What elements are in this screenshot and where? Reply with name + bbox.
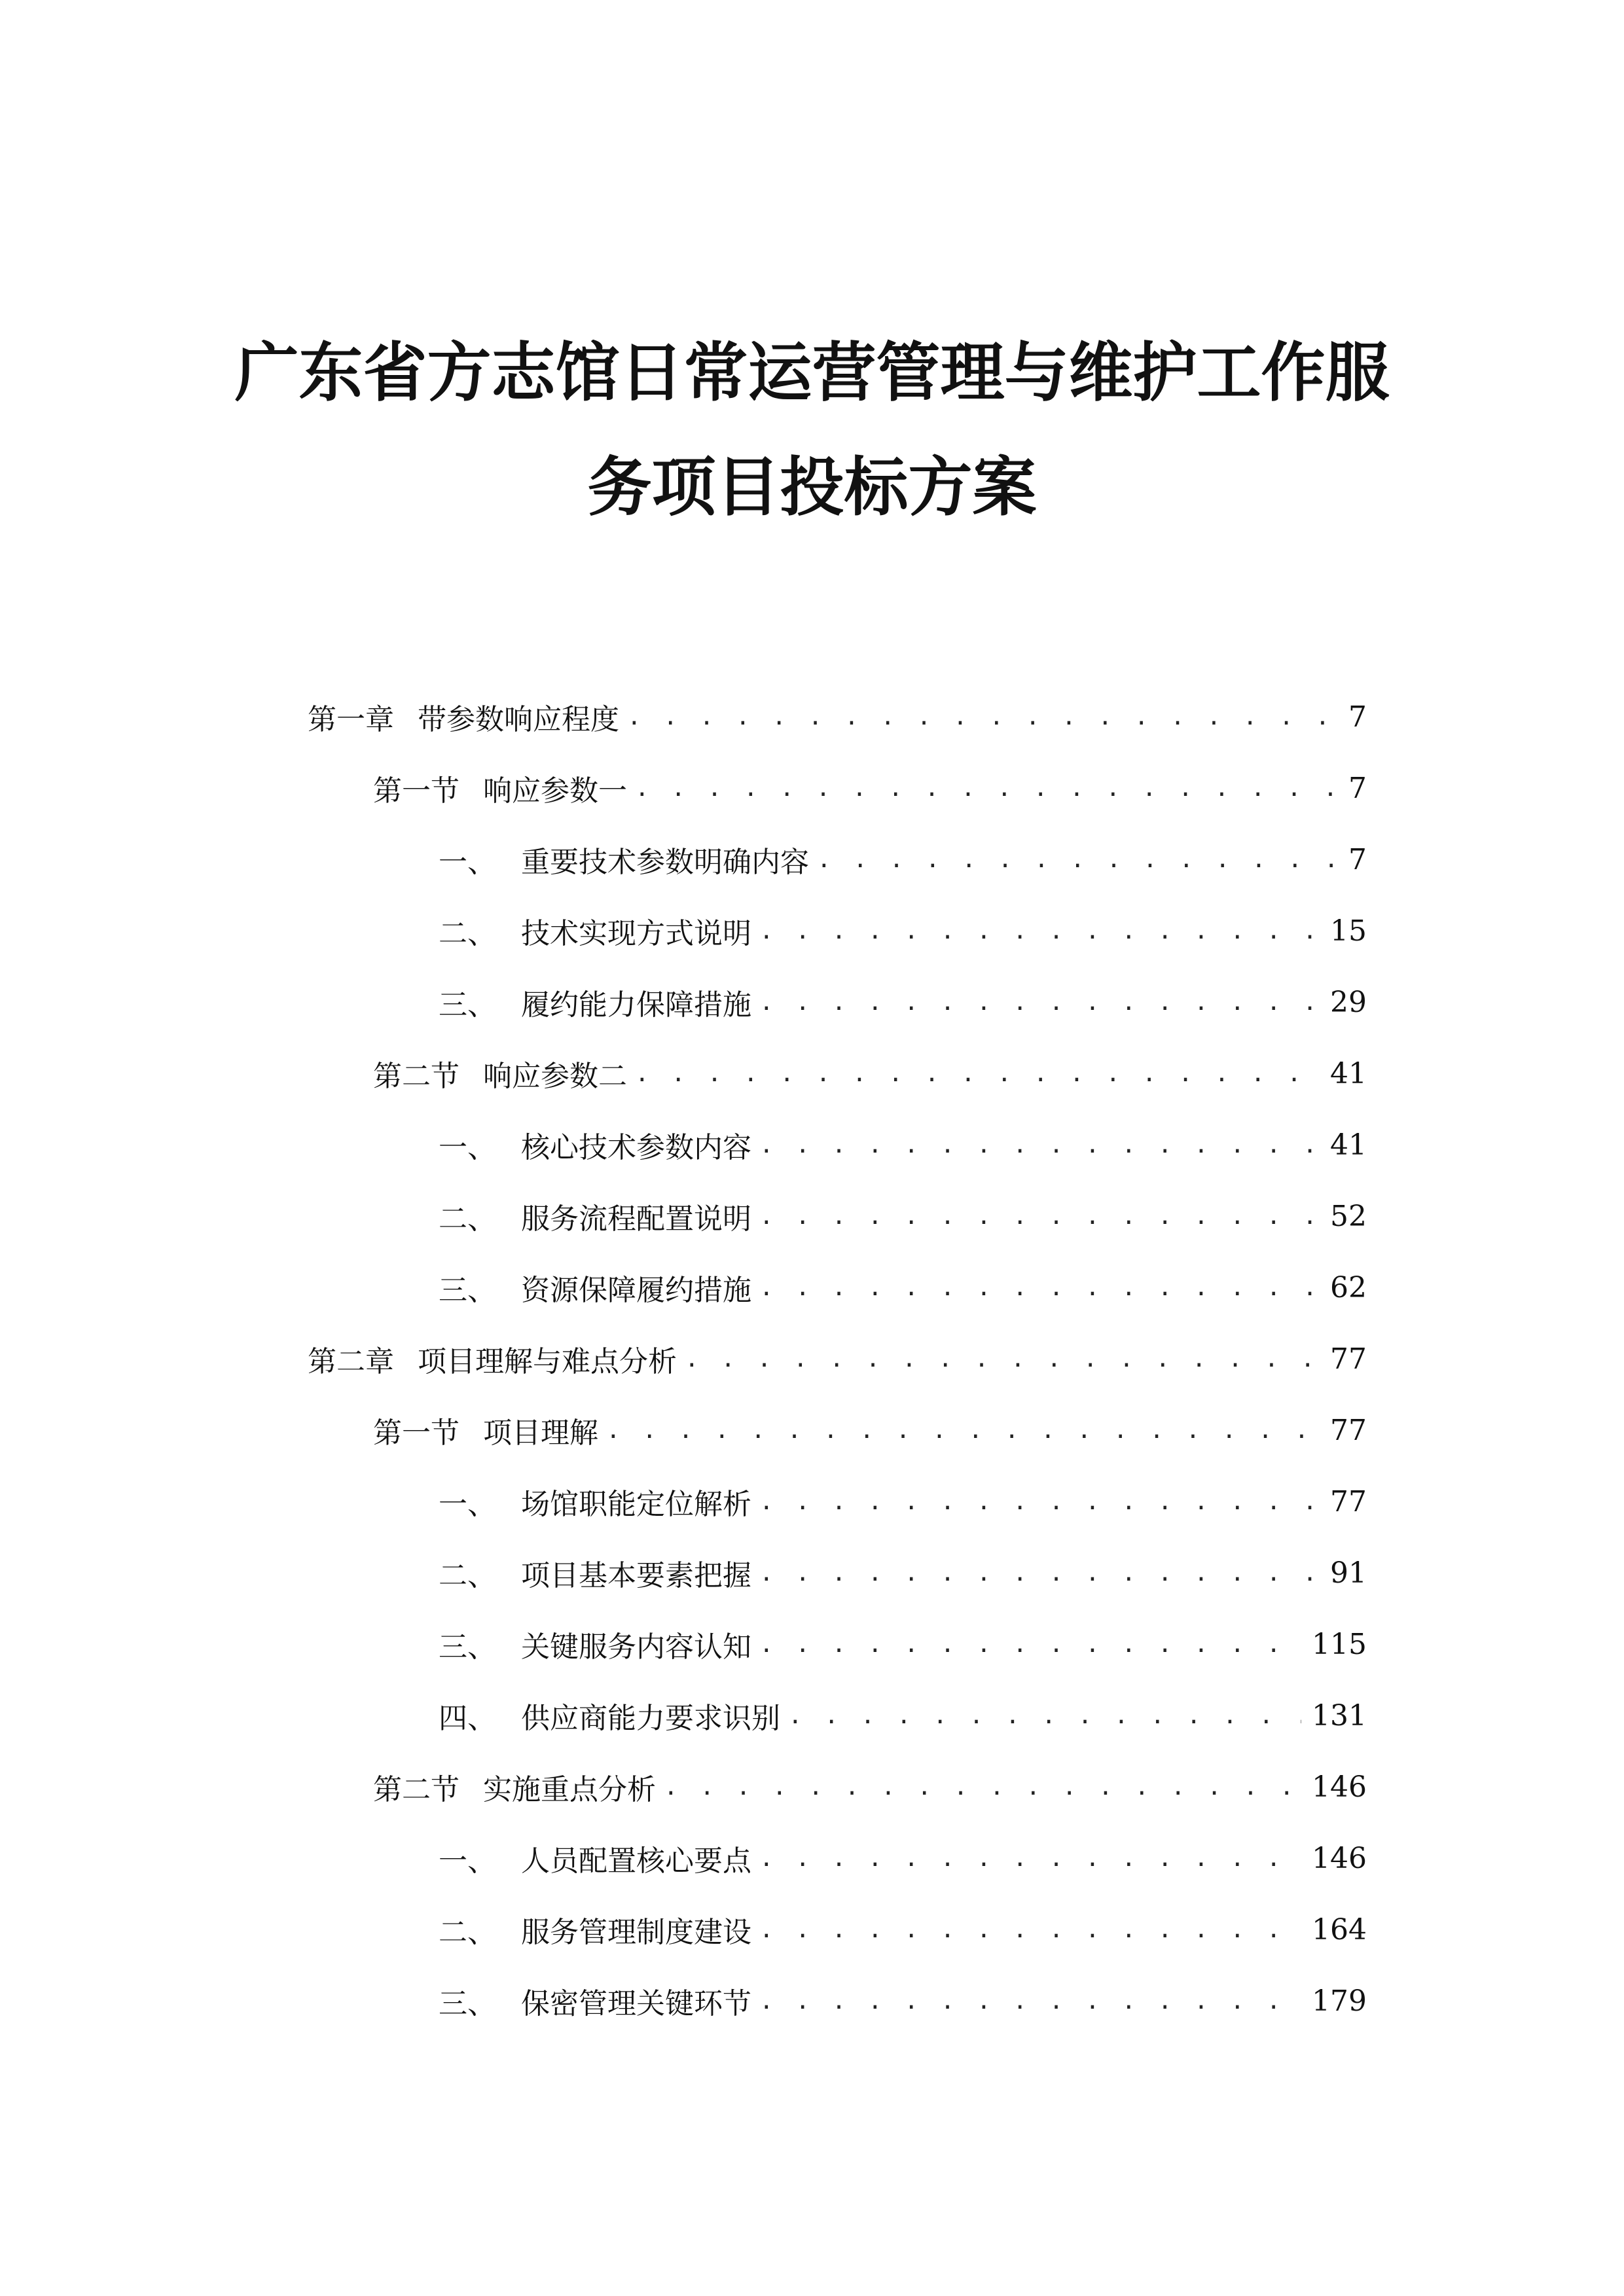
toc-entry-subsection[interactable] [0, 1683, 1624, 1748]
toc-entry-title: 保密管理关键环节 [521, 1987, 751, 2020]
toc-dot-leader [635, 1060, 1320, 1087]
toc-entry-title: 响应参数二 [483, 1060, 627, 1093]
toc-dot-leader [759, 1560, 1320, 1587]
toc-entry-title: 关键服务内容认知 [521, 1630, 751, 1664]
toc-entry-title: 重要技术参数明确内容 [521, 846, 809, 879]
toc-entry-subsection[interactable] [0, 898, 1624, 963]
toc-entry-page-number: 62 [1330, 1270, 1367, 1304]
toc-entry-title: 项目理解与难点分析 [418, 1345, 677, 1378]
toc-entry-chapter[interactable] [0, 684, 1624, 749]
toc-entry-page-number: 52 [1330, 1199, 1367, 1233]
toc-dot-leader [817, 846, 1338, 873]
toc-dot-leader [759, 989, 1320, 1016]
toc-entry-title: 核心技术参数内容 [521, 1131, 751, 1164]
toc-entry-page-number: 164 [1312, 1912, 1367, 1946]
toc-dot-leader [759, 1203, 1320, 1230]
toc-entry-chapter[interactable] [0, 1326, 1624, 1391]
toc-entry-label: 第一章 [308, 703, 394, 736]
toc-entry-page-number: 7 [1348, 842, 1367, 876]
toc-entry-label: 第一节 [373, 774, 460, 808]
toc-entry-label: 三、 [439, 1274, 496, 1307]
toc-entry-label: 第二节 [373, 1060, 460, 1093]
toc-dot-leader [606, 1417, 1320, 1444]
toc-entry-subsection[interactable] [0, 1825, 1624, 1891]
toc-entry-title: 响应参数一 [483, 774, 627, 808]
toc-dot-leader [759, 1488, 1320, 1515]
toc-entry-title: 场馆职能定位解析 [521, 1488, 751, 1521]
toc-entry-subsection[interactable] [0, 1469, 1624, 1534]
toc-dot-leader [627, 704, 1338, 730]
toc-entry-page-number: 77 [1330, 1342, 1367, 1376]
toc-entry-page-number: 77 [1330, 1413, 1367, 1447]
toc-entry-label: 二、 [439, 1202, 496, 1236]
toc-entry-title: 履约能力保障措施 [521, 988, 751, 1022]
toc-entry-section[interactable] [0, 1041, 1624, 1106]
toc-entry-page-number: 115 [1312, 1627, 1367, 1661]
toc-dot-leader [759, 1132, 1320, 1158]
toc-dot-leader [759, 1631, 1301, 1658]
toc-entry-section[interactable] [0, 1397, 1624, 1463]
toc-dot-leader [759, 1988, 1301, 2015]
toc-entry-page-number: 7 [1348, 700, 1367, 734]
toc-entry-title: 服务管理制度建设 [521, 1916, 751, 1949]
toc-entry-section[interactable] [0, 1754, 1624, 1820]
toc-entry-label: 四、 [439, 1702, 496, 1735]
toc-entry-label: 二、 [439, 1559, 496, 1592]
toc-entry-page-number: 146 [1312, 1770, 1367, 1804]
toc-entry-page-number: 179 [1312, 1984, 1367, 2018]
toc-entry-label: 一、 [439, 1844, 496, 1878]
toc-entry-subsection[interactable] [0, 1112, 1624, 1177]
toc-entry-page-number: 41 [1330, 1128, 1367, 1162]
toc-dot-leader [635, 775, 1338, 802]
toc-entry-subsection[interactable] [0, 969, 1624, 1035]
toc-entry-subsection[interactable] [0, 827, 1624, 892]
toc-entry-label: 三、 [439, 1630, 496, 1664]
toc-entry-title: 服务流程配置说明 [521, 1202, 751, 1236]
toc-entry-page-number: 15 [1330, 914, 1367, 948]
toc-entry-title: 实施重点分析 [483, 1773, 656, 1806]
toc-dot-leader [759, 918, 1320, 944]
toc-entry-title: 带参数响应程度 [418, 703, 619, 736]
document-title-line-1: 广东省方志馆日常运营管理与维护工作服 [234, 336, 1390, 410]
toc-entry-subsection[interactable] [0, 1611, 1624, 1677]
toc-entry-title: 供应商能力要求识别 [521, 1702, 780, 1735]
toc-entry-page-number: 77 [1330, 1484, 1367, 1518]
toc-entry-page-number: 29 [1330, 985, 1367, 1019]
toc-entry-label: 二、 [439, 1916, 496, 1949]
toc-entry-label: 一、 [439, 1488, 496, 1521]
toc-entry-subsection[interactable] [0, 1968, 1624, 2034]
toc-entry-title: 技术实现方式说明 [521, 917, 751, 950]
toc-entry-label: 三、 [439, 988, 496, 1022]
toc-entry-label: 三、 [439, 1987, 496, 2020]
toc-entry-page-number: 41 [1330, 1056, 1367, 1090]
toc-entry-title: 项目理解 [483, 1416, 598, 1450]
toc-entry-title: 项目基本要素把握 [521, 1559, 751, 1592]
toc-entry-section[interactable] [0, 755, 1624, 821]
toc-entry-subsection[interactable] [0, 1897, 1624, 1962]
toc-dot-leader [664, 1774, 1301, 1801]
toc-entry-title: 资源保障履约措施 [521, 1274, 751, 1307]
toc-entry-label: 二、 [439, 917, 496, 950]
toc-entry-page-number: 7 [1348, 771, 1367, 805]
toc-entry-label: 一、 [439, 846, 496, 879]
toc-entry-label: 一、 [439, 1131, 496, 1164]
toc-dot-leader [759, 1274, 1320, 1301]
toc-entry-title: 人员配置核心要点 [521, 1844, 751, 1878]
toc-entry-subsection[interactable] [0, 1540, 1624, 1605]
toc-entry-label: 第一节 [373, 1416, 460, 1450]
toc-entry-page-number: 91 [1330, 1556, 1367, 1590]
toc-entry-page-number: 146 [1312, 1841, 1367, 1875]
document-title-line-2: 务项目投标方案 [587, 450, 1037, 525]
toc-entry-subsection[interactable] [0, 1183, 1624, 1249]
toc-dot-leader [788, 1702, 1301, 1729]
toc-dot-leader [759, 1916, 1301, 1943]
toc-dot-leader [759, 1845, 1301, 1872]
toc-entry-label: 第二章 [308, 1345, 394, 1378]
toc-dot-leader [685, 1346, 1320, 1372]
toc-entry-label: 第二节 [373, 1773, 460, 1806]
toc-entry-subsection[interactable] [0, 1255, 1624, 1320]
toc-entry-page-number: 131 [1312, 1698, 1367, 1732]
